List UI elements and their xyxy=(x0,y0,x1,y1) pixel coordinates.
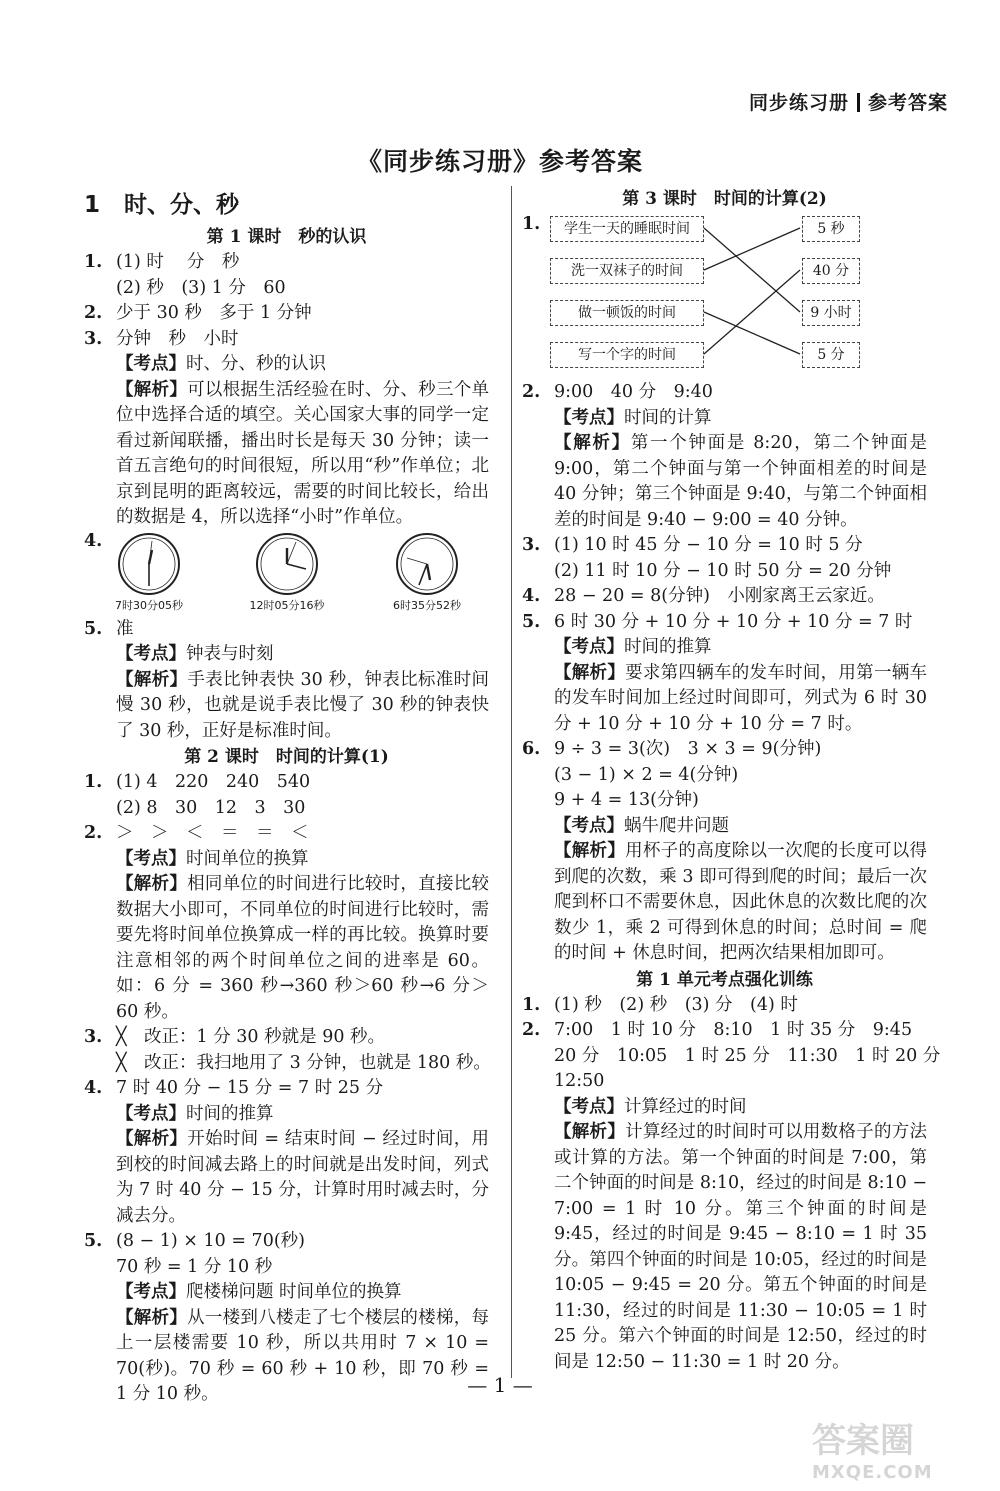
header-divider xyxy=(857,93,860,112)
answer-line xyxy=(84,821,489,847)
answer-line xyxy=(84,1025,489,1051)
answer-line xyxy=(84,1051,489,1077)
answer-text: ╳ 改正：1 分 30 秒就是 90 秒。 xyxy=(116,1027,386,1047)
question-number: 3. xyxy=(84,328,103,349)
answer-text: 9 + 4 = 13(分钟) xyxy=(554,790,699,810)
answer-text: ╳ 改正：我扫地用了 3 分钟，也就是 180 秒。 xyxy=(116,1052,491,1073)
answer-text: (2) 秒 (3) 1 分 60 xyxy=(116,277,286,298)
answer-line xyxy=(522,380,927,406)
answer-line xyxy=(84,1255,489,1281)
kaodian-line: 【考点】爬楼梯问题 时间单位的换算 xyxy=(116,1282,402,1302)
answer-line xyxy=(84,1229,489,1255)
watermark-logo: 答案圈 MXQE.COM xyxy=(812,1421,933,1483)
chapter-heading: 1 时、分、秒 xyxy=(84,192,239,218)
match-left-item: 写一个字的时间 xyxy=(550,342,704,368)
question-number: 6. xyxy=(522,739,541,759)
answer-text: 7:00 1 时 10 分 8:10 1 时 35 分 9:45 xyxy=(554,1020,913,1040)
kaodian-line: 【考点】时间的计算 xyxy=(554,407,712,428)
answer-text: 准 xyxy=(116,618,134,639)
answer-line xyxy=(84,301,489,327)
answer-text: ＞ ＞ ＜ ＝ ＝ ＜ xyxy=(116,823,309,843)
matching-diagram: 1. 学生一天的睡眠时间 洗一双袜子的时间 做一顿饭的时间 写一个字的时间 5 秒 40 分 9 小时 5 分 xyxy=(522,212,927,380)
answer-text: (1) 4 220 240 540 xyxy=(116,772,311,792)
jiexi-paragraph: 【解析】从一楼到八楼走了七个楼层的楼梯，每上一层楼需要 10 秒，所以共用时 7 × 10 = 70(秒)。70 秒 = 60 秒 + 10 秒，即 70 秒 = 1 分 10 秒。 xyxy=(116,1307,490,1404)
question-number: 1. xyxy=(84,252,103,272)
answer-text: 9:00 40 分 9:40 xyxy=(554,382,713,402)
answer-line xyxy=(522,610,927,636)
section-title: 第 1 课时 秒的认识 xyxy=(206,227,367,247)
clock-3 xyxy=(382,531,472,613)
answer-text: 9 ÷ 3 = 3(次) 3 × 3 = 9(分钟) xyxy=(554,739,822,759)
jiexi-paragraph: 【解析】用杯子的高度除以一次爬的长度可以得到爬的次数，乘 3 即可得到爬的时间；最后一次爬到杯口不需要休息，因此休息的次数比爬的次数少 1，乘 2 可得到休息的时间；总时间 = 爬的时间 + 休息时间，把两次结果相加即可。 xyxy=(554,841,928,963)
answer-list xyxy=(84,1229,489,1280)
answer-text: (1) 10 时 45 分 − 10 分 = 10 时 5 分 xyxy=(554,535,863,555)
jiexi-paragraph: 【解析】可以根据生活经验在时、分、秒三个单位中选择合适的填空。关心国家大事的同学一定看过新闻联播，播出时长是每天 30 分钟；读一首五言绝句的时间很短，所以用“秒”作单位；北京到昆明的距离较远，需要的时间比较长，给出的数据是 4，所以选择“小时”作单位。 xyxy=(116,379,490,527)
answer-line xyxy=(522,737,927,763)
jiexi-paragraph: 【解析】开始时间 = 结束时间 − 经过时间，用到校的时间减去路上的时间就是出发时间，列式为 7 时 40 分 − 15 分，计算时用时减去时，分减去分。 xyxy=(116,1129,490,1226)
clock-face-icon xyxy=(116,531,182,597)
match-left-item: 学生一天的睡眠时间 xyxy=(550,216,704,242)
question-number: 2. xyxy=(522,1020,541,1040)
clock-2 xyxy=(242,531,332,613)
answer-text: (8 − 1) × 10 = 70(秒) xyxy=(116,1231,305,1251)
answer-text: 7 时 40 分 − 15 分 = 7 时 25 分 xyxy=(116,1078,384,1098)
answer-line xyxy=(522,993,927,1019)
question-number: 4. xyxy=(522,586,541,606)
section-title: 第 3 课时 时间的计算(2) xyxy=(622,189,827,209)
section-title: 第 2 课时 时间的计算(1) xyxy=(184,747,389,767)
jiexi-paragraph: 【解析】第一个钟面是 8:20，第二个钟面是 9:00，第二个钟面与第一个钟面相差的时间是 40 分钟；第三个钟面是 9:40，与第二个钟面相差的时间是 9:40 − 9:00 = 40 分钟。 xyxy=(554,433,927,530)
answer-line xyxy=(84,796,489,822)
answer-line xyxy=(84,250,489,276)
page-title: 《同步练习册》参考答案 xyxy=(356,147,643,176)
clock-face-icon xyxy=(394,531,460,597)
answer-list xyxy=(84,250,489,352)
answer-list xyxy=(84,770,489,847)
question-number: 2. xyxy=(84,823,103,843)
match-right-item: 5 分 xyxy=(802,342,860,368)
question-number: 5. xyxy=(84,1231,103,1251)
kaodian-line: 【考点】蜗牛爬井问题 xyxy=(554,815,729,836)
kaodian-line: 【考点】时、分、秒的认识 xyxy=(116,354,326,374)
answer-line xyxy=(84,276,489,302)
clock-caption: 6时35分52秒 xyxy=(393,598,461,612)
kaodian-line: 【考点】时间的推算 xyxy=(554,637,712,657)
jiexi-paragraph: 【解析】计算经过的时间时可以用数格子的方法或计算的方法。第一个钟面的时间是 7:00，第二个钟面的时间是 8:10，经过的时间是 8:10 − 7:00 = 1 时 10 分。第三个钟面的时间是 9:45，经过的时间是 9:45 − 8:10 = 1 时 35 分。第四个钟面的时间是 10:05，经过的时间是 10:05 − 9:45 = 20 分。第五个钟面的时间是 11:30，经过的时间是 11:30 − 10:05 = 1 时 25 分。第六个钟面的时间是 12:50，经过的时间是 12:50 − 11:30 = 1 时 20 分。 xyxy=(554,1122,928,1372)
answer-line xyxy=(84,617,489,643)
answer-text: (3 − 1) × 2 = 4(分钟) xyxy=(554,764,739,785)
answer-text: 28 − 20 = 8(分钟) 小刚家离王云家近。 xyxy=(554,586,885,606)
answer-list xyxy=(84,617,489,643)
answer-line xyxy=(84,327,489,353)
question-number: 2. xyxy=(522,382,541,402)
answer-list xyxy=(522,380,927,406)
match-left-item: 做一顿饭的时间 xyxy=(550,300,704,326)
question-number: 1. xyxy=(84,772,103,792)
kaodian-line: 【考点】钟表与时刻 xyxy=(116,644,274,664)
answer-line xyxy=(522,584,927,610)
jiexi-paragraph: 【解析】手表比钟表快 30 秒，钟表比标准时间慢 30 秒，也就是说手表比慢了 30 秒的钟表快了 30 秒，正好是标准时间。 xyxy=(116,669,489,741)
answer-line xyxy=(84,770,489,796)
question-number: 2. xyxy=(84,303,103,323)
answer-text: 少于 30 秒 多于 1 分钟 xyxy=(116,303,312,323)
right-column xyxy=(522,186,941,1375)
question-number: 1. xyxy=(522,994,541,1015)
match-left-item: 洗一双袜子的时间 xyxy=(550,258,704,284)
answer-text: 12:50 xyxy=(554,1071,605,1091)
column-divider xyxy=(511,186,512,1378)
answer-text: 20 分 10:05 1 时 25 分 11:30 1 时 20 分 xyxy=(554,1045,941,1066)
left-column xyxy=(84,186,489,1408)
answer-text: 6 时 30 分 + 10 分 + 10 分 + 10 分 = 7 时 xyxy=(554,611,913,632)
match-right-item: 9 小时 xyxy=(802,300,860,326)
answer-list xyxy=(522,993,941,1095)
section-title: 第 1 单元考点强化训练 xyxy=(636,969,813,990)
answer-text: (1) 时 分 秒 xyxy=(116,252,240,272)
clock-caption: 12时05分16秒 xyxy=(249,598,325,612)
answer-text: (2) 8 30 12 3 30 xyxy=(116,797,306,818)
running-header: 同步练习册 参考答案 xyxy=(748,92,948,114)
answer-text: (1) 秒 (2) 秒 (3) 分 (4) 时 xyxy=(554,994,798,1015)
match-right-item: 5 秒 xyxy=(802,216,860,242)
clock-face-icon xyxy=(254,531,320,597)
answer-line xyxy=(522,533,927,559)
answer-line xyxy=(84,1076,489,1102)
answer-line xyxy=(522,1018,927,1044)
page-number: — 1 — xyxy=(467,1373,533,1397)
answer-line xyxy=(522,1044,941,1070)
kaodian-line: 【考点】时间单位的换算 xyxy=(116,848,309,869)
jiexi-paragraph: 【解析】相同单位的时间进行比较时，直接比较数据大小即可，不同单位的时间进行比较时，需要先将时间单位换算成一样的再比较。换算时要注意相邻的两个时间单位之间的进率是 60。如：6 分 = 360 秒→360 秒＞60 秒→6 分＞60 秒。 xyxy=(116,874,490,1022)
answer-list xyxy=(84,1025,489,1102)
kaodian-line: 【考点】时间的推算 xyxy=(116,1103,274,1124)
clock-caption: 7时30分05秒 xyxy=(115,598,183,612)
match-right-item: 40 分 xyxy=(802,258,860,284)
answer-text: 分钟 秒 小时 xyxy=(116,328,239,349)
question-number: 3. xyxy=(84,1027,103,1047)
question-number: 5. xyxy=(84,618,103,639)
answer-line xyxy=(522,559,927,585)
answer-list xyxy=(522,533,927,635)
answer-text: 70 秒 = 1 分 10 秒 xyxy=(116,1256,273,1277)
answer-line xyxy=(522,1069,927,1095)
kaodian-line: 【考点】计算经过的时间 xyxy=(554,1096,747,1117)
answer-list xyxy=(522,737,927,814)
answer-text: (2) 11 时 10 分 − 10 时 50 分 = 20 分钟 xyxy=(554,560,892,581)
question-number: 4. xyxy=(84,1078,103,1098)
jiexi-paragraph: 【解析】要求第四辆车的发车时间，用第一辆车的发车时间加上经过时间即可，列式为 6 时 30 分 + 10 分 + 10 分 + 10 分 = 7 时。 xyxy=(554,662,928,734)
answer-line xyxy=(522,763,927,789)
question-number: 5. xyxy=(522,611,541,632)
answer-line xyxy=(522,788,927,814)
question-number: 3. xyxy=(522,535,541,555)
clock-row: 4. 7时30分05秒 12时05分16秒 6时35分52秒 xyxy=(84,531,489,617)
clock-1 xyxy=(104,531,194,613)
